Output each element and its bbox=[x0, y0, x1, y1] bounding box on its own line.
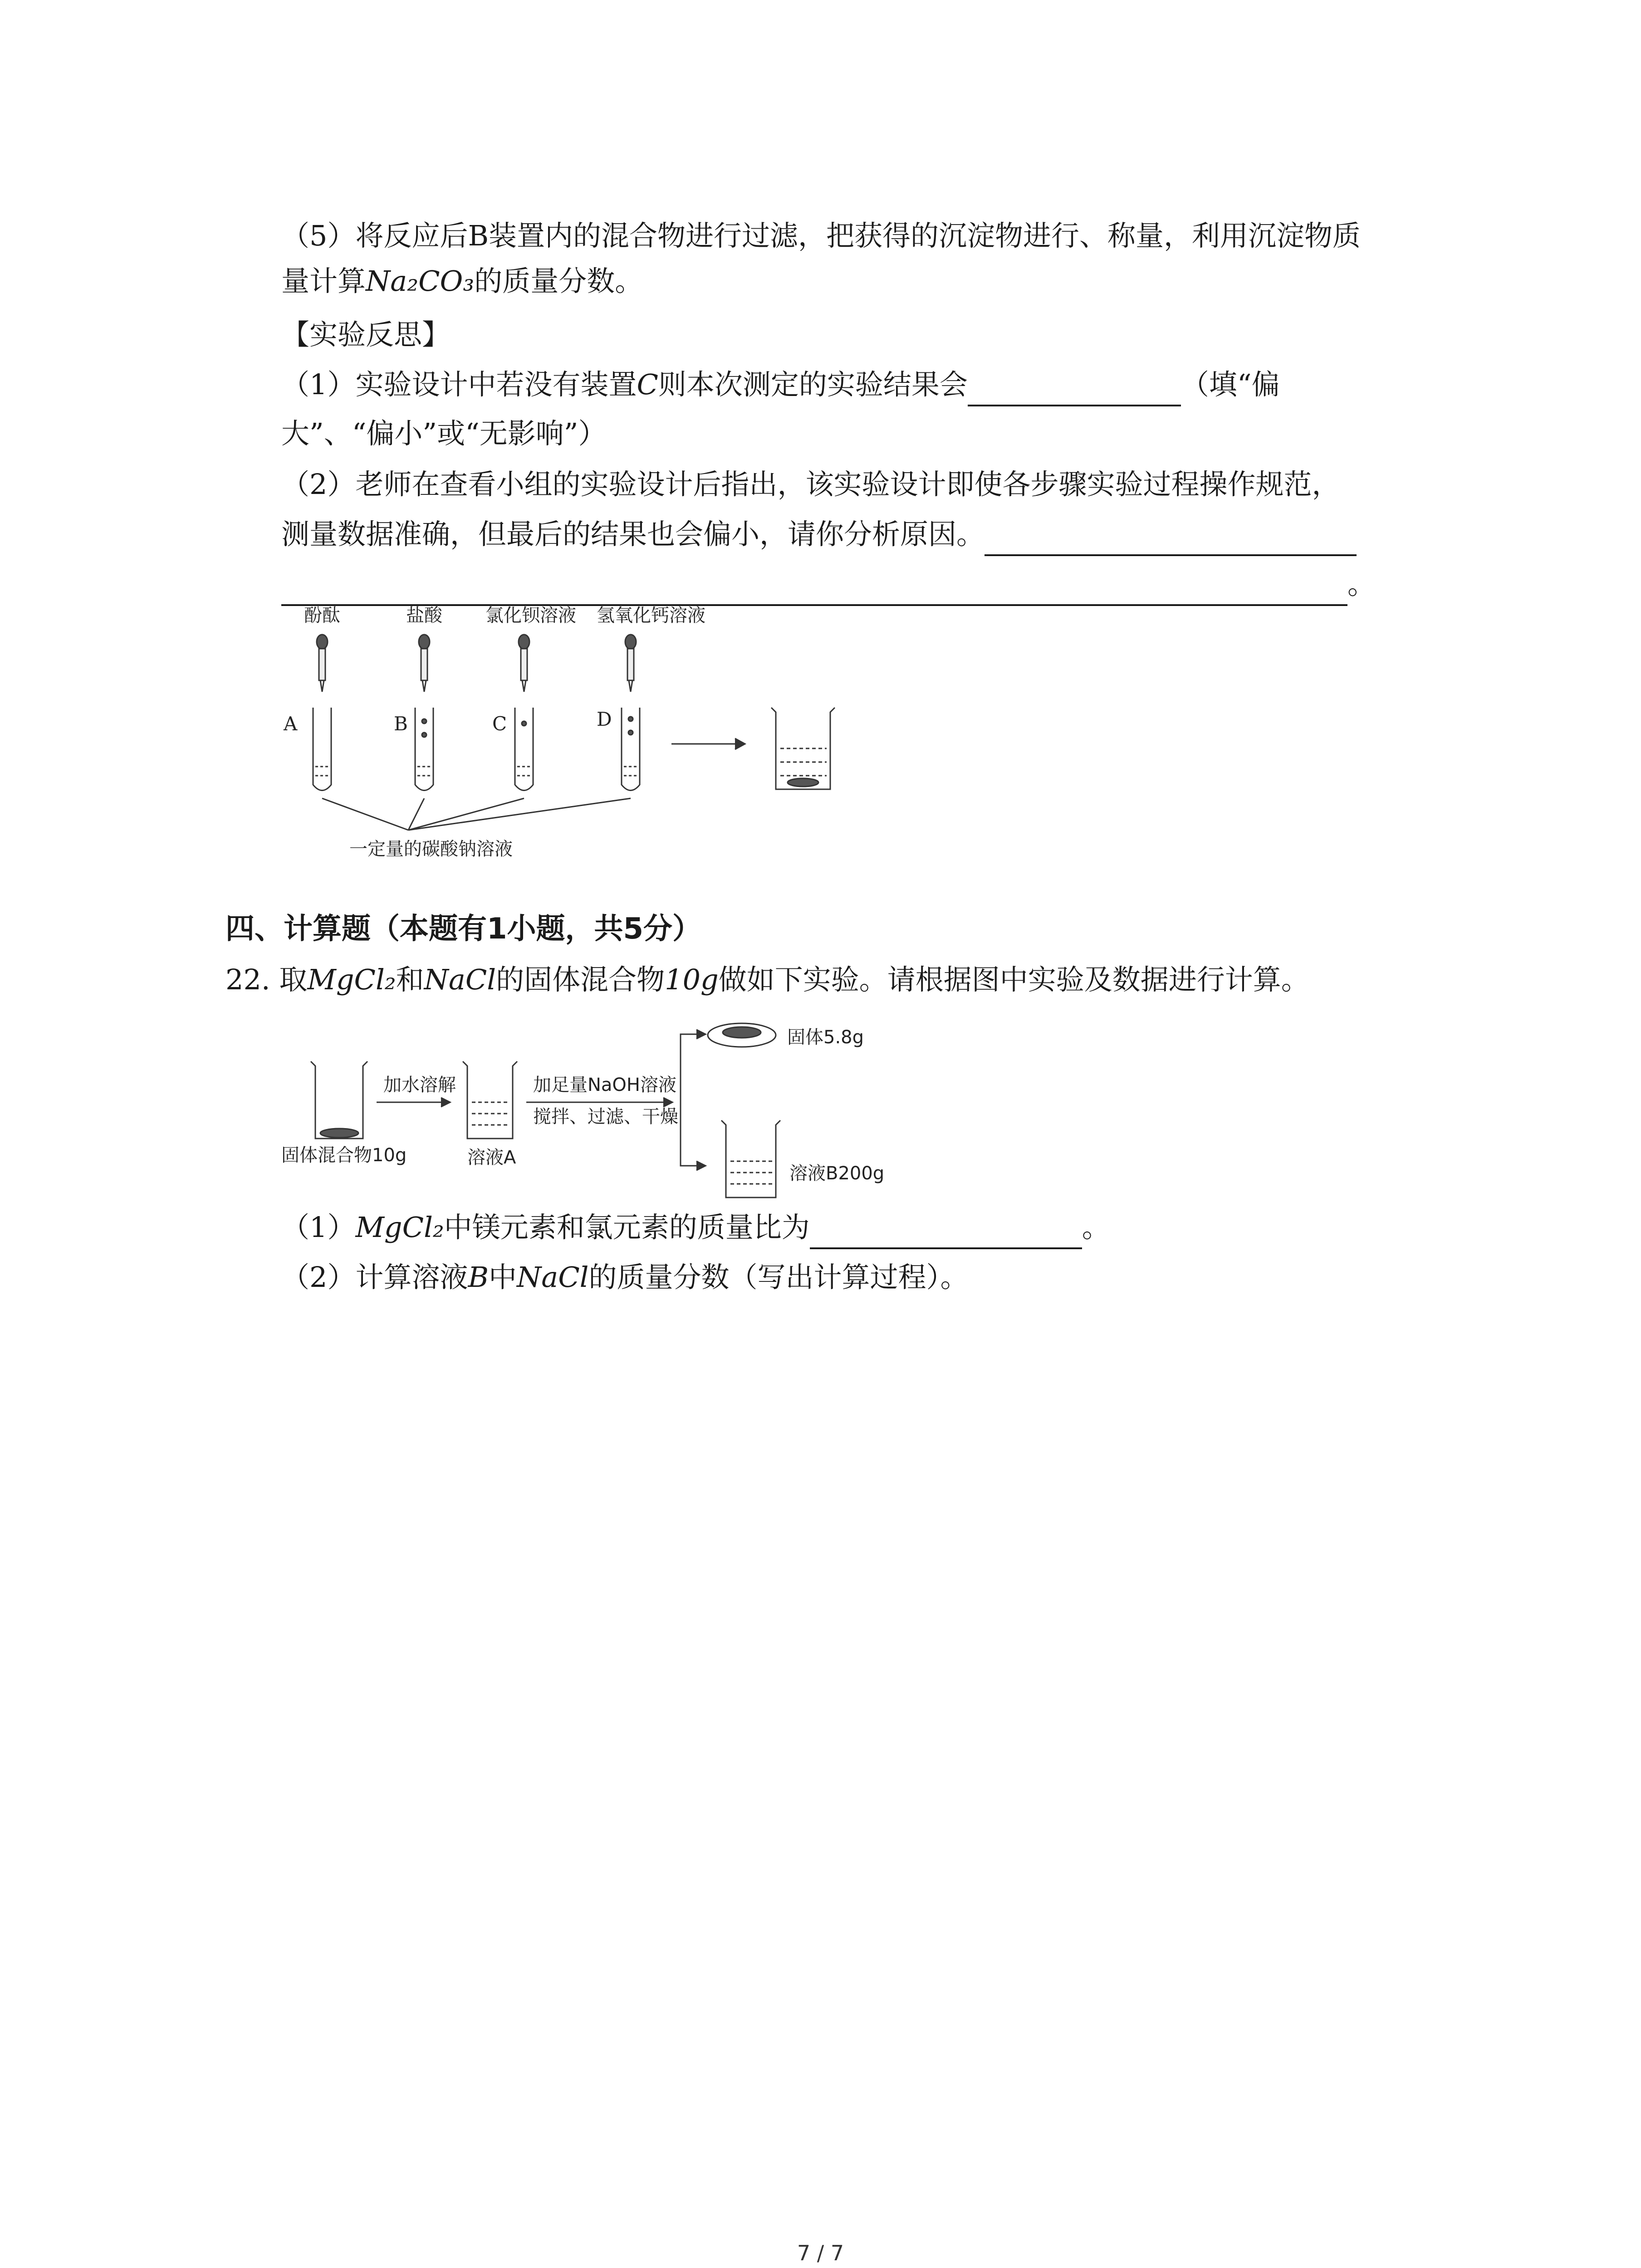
answer-blank-q1[interactable] bbox=[968, 373, 1181, 406]
solution-b-label: 溶液B200g bbox=[789, 1163, 885, 1184]
branch-up bbox=[681, 1034, 703, 1102]
question-22-stem: 22. 取MgCl₂和NaCl的固体混合物10g做如下实验。请根据图中实验及数据进行计算。 bbox=[225, 963, 1309, 996]
reflection-q1-line2: 大”、“偏小”或“无影响”） bbox=[281, 417, 607, 450]
reagent-label-d: 氢氧化钙溶液 bbox=[597, 605, 705, 626]
tube-letter-d: D bbox=[597, 708, 612, 730]
tube-letter-a: A bbox=[284, 713, 298, 735]
figure-reagent-tubes bbox=[272, 599, 862, 871]
reagent-label-a: 酚酞 bbox=[304, 605, 340, 626]
dropper-b bbox=[419, 635, 430, 692]
beaker-solution-b bbox=[721, 1120, 780, 1198]
beaker-mixture bbox=[311, 1061, 367, 1139]
test-tube-c bbox=[515, 708, 533, 791]
dish-solid bbox=[708, 1023, 776, 1047]
reflection-heading: 【实验反思】 bbox=[281, 318, 451, 351]
section-heading: 四、计算题（本题有1小题，共5分） bbox=[225, 912, 702, 946]
q5-line1: （5）将反应后B装置内的混合物进行过滤，把获得的沉淀物进行、称量，利用沉淀物质 bbox=[281, 219, 1361, 252]
reflection-q2-line1: （2）老师在查看小组的实验设计后指出，该实验设计即使各步骤实验过程操作规范， bbox=[281, 468, 1340, 501]
page-number: 7 / 7 bbox=[797, 2241, 844, 2265]
beaker-solution-a bbox=[463, 1061, 517, 1139]
test-tube-b bbox=[415, 708, 433, 791]
reagent-label-c: 氯化钡溶液 bbox=[485, 605, 576, 626]
reflection-q2-line2: 测量数据准确，但最后的结果也会偏小，请你分析原因。 bbox=[281, 513, 1357, 556]
tube-letter-c: C bbox=[492, 713, 507, 735]
q5-line2: 量计算Na₂CO₃的质量分数。 bbox=[281, 264, 643, 298]
sodium-carbonate-label: 一定量的碳酸钠溶液 bbox=[349, 839, 513, 860]
reagent-label-b: 盐酸 bbox=[406, 605, 442, 626]
question-22-sub1: （1）MgCl₂中镁元素和氯元素的质量比为 。 bbox=[281, 1206, 1110, 1249]
reflection-q1-line1: （1）实验设计中若没有装置C则本次测定的实验结果会 （填“偏 bbox=[281, 363, 1280, 406]
beaker-result bbox=[771, 708, 835, 789]
answer-blank-q2a[interactable] bbox=[985, 523, 1357, 556]
solid-label: 固体5.8g bbox=[787, 1027, 864, 1048]
mixture-label: 固体混合物10g bbox=[281, 1145, 407, 1166]
step1-label: 加水溶解 bbox=[383, 1075, 456, 1095]
dropper-a bbox=[317, 635, 328, 692]
solution-a-label: 溶液A bbox=[467, 1147, 516, 1168]
formula-na2co3: Na₂CO₃ bbox=[366, 264, 475, 298]
step2-label-2: 搅拌、过滤、干燥 bbox=[533, 1106, 678, 1127]
tube-letter-b: B bbox=[394, 713, 408, 735]
answer-blank-q22-1[interactable] bbox=[810, 1216, 1082, 1249]
branch-down bbox=[681, 1102, 703, 1166]
dropper-d bbox=[625, 635, 636, 692]
test-tube-a bbox=[313, 708, 331, 791]
step2-label-1: 加足量NaOH溶液 bbox=[533, 1075, 676, 1095]
reflection-q2-line3: 。 bbox=[281, 562, 1376, 606]
dropper-c bbox=[519, 635, 529, 692]
test-tube-d bbox=[622, 708, 640, 791]
figure-experiment-flow bbox=[272, 1012, 953, 1202]
question-22-sub2: （2）计算溶液B中NaCl的质量分数（写出计算过程）。 bbox=[281, 1261, 969, 1294]
